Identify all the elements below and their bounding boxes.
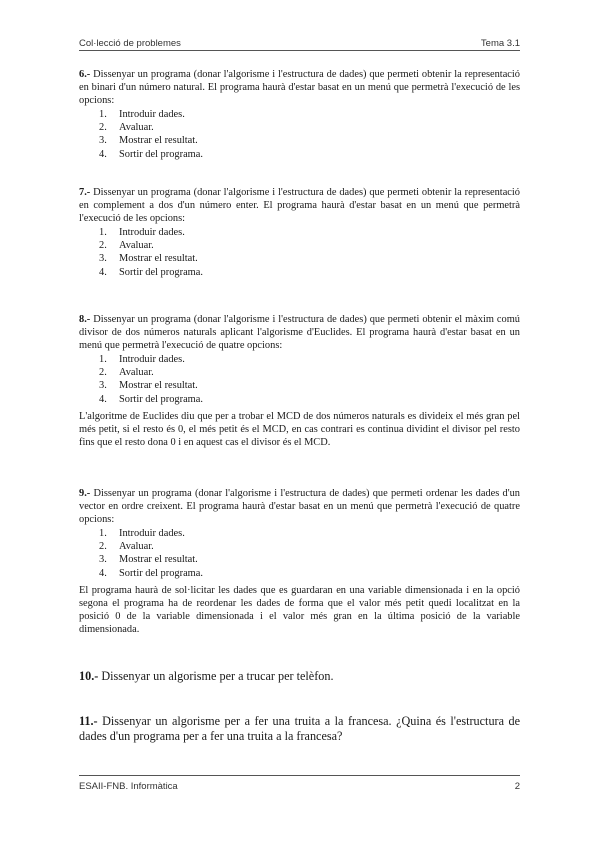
list-item: 2. Avaluar. [99,367,154,379]
problem-11 [79,714,520,744]
options-list [79,108,520,160]
problem-text: Dissenyar un algorisme per a trucar per telèfon. [98,669,334,683]
options-list [79,226,520,278]
problem-number: 7.- [79,187,91,198]
header-title: Col·lecció de problemes [79,38,181,49]
list-item: 1. Introduir dades. [99,227,185,239]
list-item: 4. Sortir del programa. [99,148,203,160]
problem-10 [79,669,520,684]
list-item: 1. Introduir dades. [99,528,185,540]
problem-text: Dissenyar un algorisme per a fer una truita a la francesa. ¿Quina és l'estructura de dades d'un programa per a fer una truita a la francesa? [79,714,520,743]
problem-text: Dissenyar un programa (donar l'algorisme i l'estructura de dades) que permeti obtenir la representació en complement a dos d'un número enter. El programa haurà d'estar basat en un menú que permetrà l'execució de les opcions: [79,187,520,225]
problem-number: 10.- [79,669,99,683]
footer-rule [79,775,520,776]
problem-7 [79,186,520,279]
page-number: 2 [514,781,520,792]
header-rule [79,50,520,51]
list-item: 4. Sortir del programa. [99,567,203,579]
problem-note: L'algoritme de Euclides diu que per a trobar el MCD de dos números naturals es divideix el més gran pel més petit, si el resto és 0, el més petit és el MCD, en cas contrari es continua dividint el divisor pel resto fins que el resto dona 0 i en aquest cas el divisor és el MCD. [79,410,520,448]
page-header [79,38,520,49]
problem-number: 11.- [79,714,98,728]
problem-statement [79,487,520,526]
footer-course: ESAII-FNB. Informàtica [79,781,178,792]
list-item: 2. Avaluar. [99,122,154,134]
list-item: 3. Mostrar el resultat. [99,380,198,392]
page-footer [79,781,520,792]
problem-statement [79,186,520,225]
header-topic: Tema 3.1 [480,38,520,49]
list-item: 1. Introduir dades. [99,354,185,366]
list-item: 3. Mostrar el resultat. [99,554,198,566]
problem-statement [79,714,520,744]
problem-text: Dissenyar un programa (donar l'algorisme i l'estructura de dades) que permeti obtenir la representació en binari d'un número natural. El programa haurà d'estar basat en un menú que permetrà l'execució de les opcions: [79,69,520,107]
list-item: 3. Mostrar el resultat. [99,253,198,265]
problem-statement [79,313,520,352]
problem-number: 8.- [79,314,91,325]
problem-statement [79,68,520,107]
problem-9 [79,487,520,636]
list-item: 1. Introduir dades. [99,109,185,121]
list-item: 2. Avaluar. [99,240,154,252]
problem-text: Dissenyar un programa (donar l'algorisme i l'estructura de dades) que permeti ordenar les dades d'un vector en ordre creixent. El programa haurà d'estar basat en un menú que permetrà l'execució de quatre opcions: [79,488,520,526]
problem-number: 6.- [79,69,91,80]
problem-number: 9.- [79,488,91,499]
options-list [79,353,520,405]
problem-text: Dissenyar un programa (donar l'algorisme i l'estructura de dades) que permeti obtenir el màxim comú divisor de dos números naturals aplicant l'algorisme d'Euclides. El programa haurà d'estar basat en un menú que permetrà l'execució de quatre opcions: [79,314,520,352]
problem-6 [79,68,520,161]
options-list [79,527,520,579]
list-item: 3. Mostrar el resultat. [99,135,198,147]
problem-note: El programa haurà de sol·licitar les dades que es guardaran en una variable dimensionada i en la opció segona el programa ha de reordenar les dades de forma que el valor més petit quedi localitzat en la posició 0 de la variable dimensionada i el valor més gran en la última posició de la variable dimensionada. [79,584,520,635]
list-item: 4. Sortir del programa. [99,393,203,405]
list-item: 4. Sortir del programa. [99,266,203,278]
list-item: 2. Avaluar. [99,541,154,553]
problem-statement [79,669,520,684]
problem-8 [79,313,520,449]
